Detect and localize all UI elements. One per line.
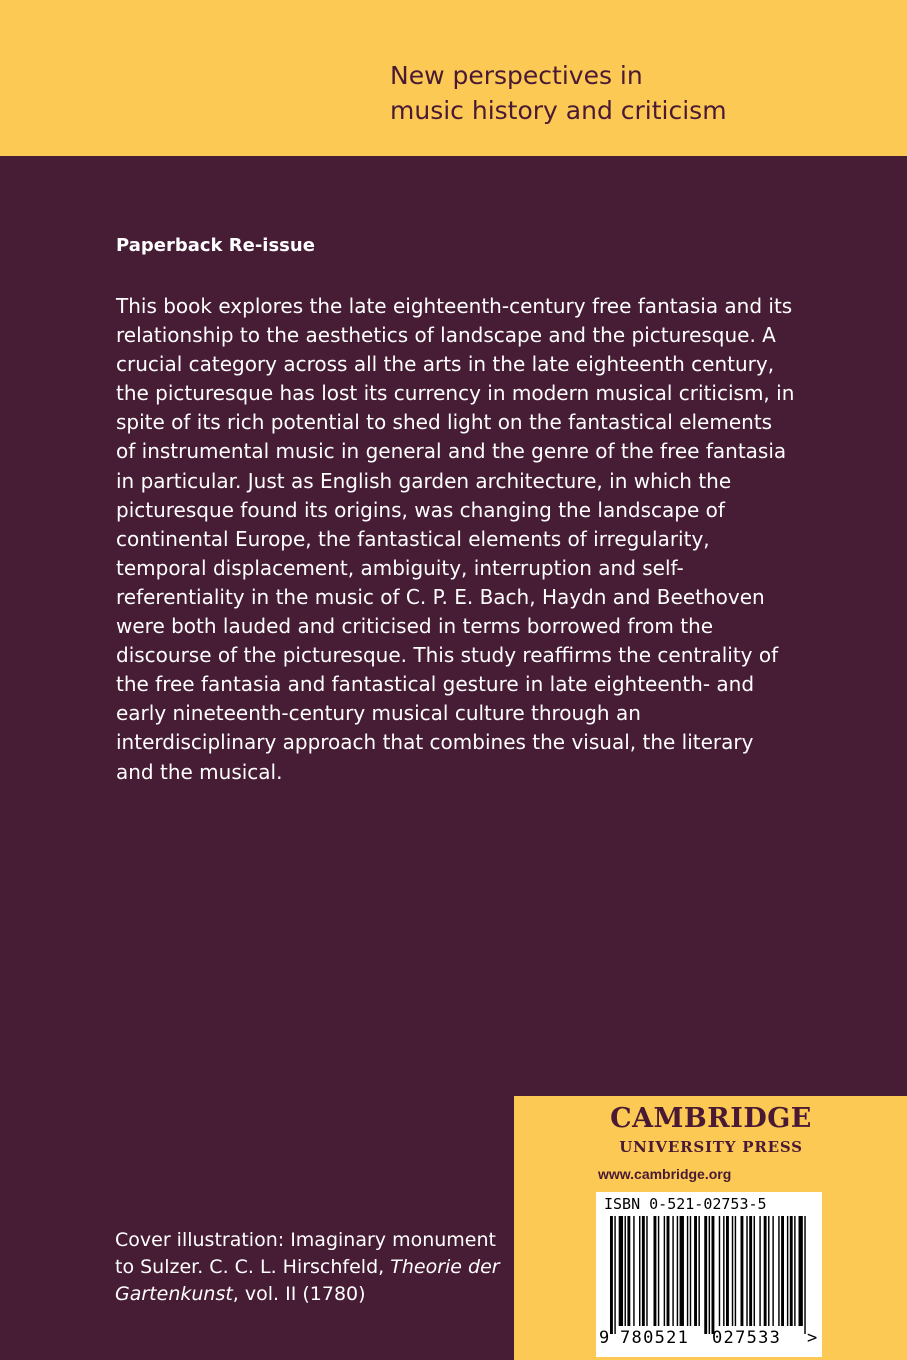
description-line: the picturesque has lost its currency in modern musical criticism, in: [116, 381, 795, 406]
publisher-subtitle: UNIVERSITY PRESS: [619, 1138, 803, 1156]
description-line: discourse of the picturesque. This study reaffirms the centrality of: [116, 643, 779, 668]
cover-credit: [115, 1227, 505, 1308]
description-line: spite of its rich potential to shed light on the fantastical elements: [116, 410, 773, 435]
description-line: were both lauded and criticised in terms borrowed from the: [116, 614, 714, 639]
description-line: interdisciplinary approach that combines the visual, the literary: [116, 730, 754, 755]
description-line: the free fantasia and fantastical gesture in late eighteenth- and: [116, 672, 755, 697]
series-band: [0, 0, 907, 156]
description-line: continental Europe, the fantastical elements of irregularity,: [116, 526, 710, 551]
description-line: in particular. Just as English garden architecture, in which the: [116, 468, 732, 493]
series-title-line: New perspectives in: [390, 61, 643, 90]
series-title-line: music history and criticism: [390, 96, 727, 125]
barcode-group: 027533: [712, 1328, 782, 1348]
publisher-block: [514, 1096, 907, 1360]
credit-line: [115, 1254, 505, 1281]
series-title: [390, 58, 890, 128]
description-line: temporal displacement, ambiguity, interruption and self-: [116, 555, 684, 580]
description-line: picturesque found its origins, was changing the landscape of: [116, 497, 725, 522]
book-description: [116, 292, 816, 787]
description-line: of instrumental music in general and the genre of the free fantasia: [116, 439, 787, 464]
barcode-lead-digit: 9: [599, 1328, 610, 1348]
isbn-number: ISBN 0-521-02753-5: [604, 1195, 767, 1213]
description-line: referentiality in the music of C. P. E. Bach, Haydn and Beethoven: [116, 584, 765, 609]
description-line: crucial category across all the arts in the late eighteenth century,: [116, 352, 775, 377]
credit-title: Gartenkunst: [115, 1283, 233, 1305]
barcode-end-mark: >: [807, 1328, 818, 1348]
credit-line: Cover illustration: Imaginary monument: [115, 1229, 496, 1251]
description-line: This book explores the late eighteenth-century free fantasia and its: [116, 294, 793, 318]
barcode-group: 780521: [620, 1328, 690, 1348]
credit-text: , vol. II (1780): [232, 1283, 366, 1305]
description-line: relationship to the aesthetics of landscape and the picturesque. A: [116, 323, 776, 348]
barcode: [596, 1192, 822, 1357]
credit-text: to Sulzer. C. C. L. Hirschfeld,: [115, 1256, 391, 1278]
publisher-url: www.cambridge.org: [598, 1166, 732, 1182]
publisher-name: CAMBRIDGE: [610, 1103, 812, 1134]
credit-line: [115, 1281, 505, 1308]
description-line: early nineteenth-century musical culture through an: [116, 701, 641, 726]
description-line: and the musical.: [116, 759, 283, 784]
credit-title: Theorie der: [390, 1256, 500, 1278]
reissue-label: Paperback Re-issue: [116, 235, 315, 256]
